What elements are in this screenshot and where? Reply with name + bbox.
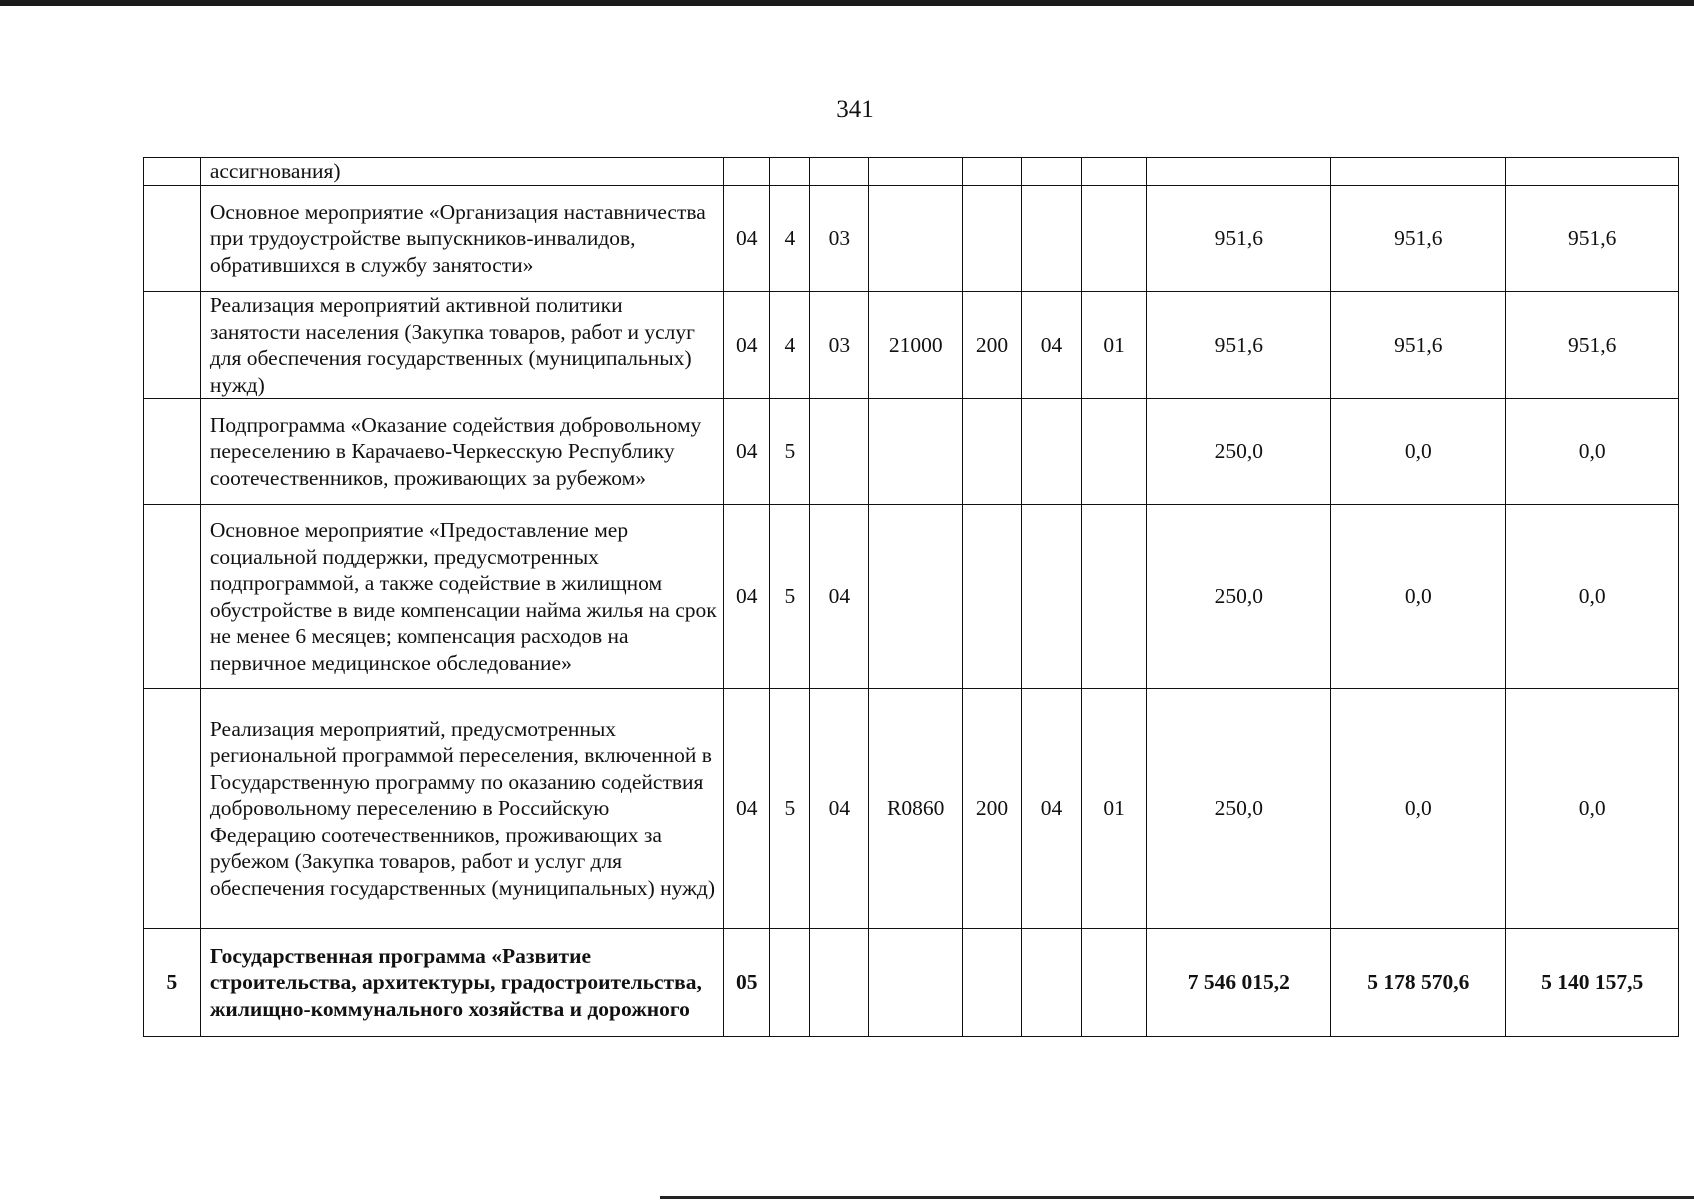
code-cell (963, 158, 1022, 186)
amount-cell: 5 178 570,6 (1331, 929, 1506, 1037)
code-cell: 04 (724, 689, 770, 929)
amount-cell: 250,0 (1147, 399, 1331, 505)
item-name-cell: Реализация мероприятий активной политики занятости населения (Закупка товаров, работ и услуг для обеспечения государственных (муниципальных) нужд) (200, 292, 723, 399)
code-cell: 04 (810, 689, 869, 929)
code-cell (1021, 399, 1081, 505)
amount-cell: 250,0 (1147, 505, 1331, 689)
code-cell: 04 (724, 399, 770, 505)
amount-cell (1331, 158, 1506, 186)
item-name-cell: Основное мероприятие «Организация наставничества при трудоустройстве выпускников-инвалидов, обратившихся в службу занятости» (200, 186, 723, 292)
amount-cell: 951,6 (1506, 186, 1679, 292)
amount-cell: 250,0 (1147, 689, 1331, 929)
code-cell: 5 (770, 399, 810, 505)
table-row (144, 505, 1679, 689)
code-cell (1021, 929, 1081, 1037)
code-cell: 04 (1021, 292, 1081, 399)
amount-cell (1147, 158, 1331, 186)
row-number-cell (144, 158, 201, 186)
code-cell (869, 186, 963, 292)
row-number-cell: 5 (144, 929, 201, 1037)
amount-cell: 0,0 (1506, 689, 1679, 929)
code-cell: 5 (770, 689, 810, 929)
item-name-cell: Подпрограмма «Оказание содействия добровольному переселению в Карачаево-Черкесскую Республику соотечественников, проживающих за рубежом» (200, 399, 723, 505)
code-cell: 04 (1021, 689, 1081, 929)
amount-cell: 0,0 (1331, 689, 1506, 929)
code-cell (810, 158, 869, 186)
code-cell (770, 158, 810, 186)
code-cell (869, 399, 963, 505)
code-cell: 200 (963, 292, 1022, 399)
code-cell (869, 505, 963, 689)
code-cell: 4 (770, 292, 810, 399)
code-cell (1081, 399, 1146, 505)
code-cell (963, 186, 1022, 292)
amount-cell: 951,6 (1147, 292, 1331, 399)
table-row (144, 186, 1679, 292)
amount-cell: 5 140 157,5 (1506, 929, 1679, 1037)
bottom-border-rule (660, 1196, 1694, 1199)
table-row (144, 399, 1679, 505)
code-cell (869, 929, 963, 1037)
budget-table (143, 157, 1679, 1037)
code-cell (869, 158, 963, 186)
item-name-cell: Государственная программа «Развитие строительства, архитектуры, градостроительства, жилищно-коммунального хозяйства и дорожного (200, 929, 723, 1037)
amount-cell: 951,6 (1331, 186, 1506, 292)
amount-cell: 0,0 (1331, 505, 1506, 689)
item-name-cell: Основное мероприятие «Предоставление мер социальной поддержки, предусмотренных подпрограммой, а также содействие в жилищном обустройстве в виде компенсации найма жилья на срок не менее 6 месяцев; компенсация расходов на первичное медицинское обследование» (200, 505, 723, 689)
code-cell (963, 399, 1022, 505)
code-cell (1021, 158, 1081, 186)
code-cell (810, 929, 869, 1037)
row-number-cell (144, 689, 201, 929)
code-cell: 04 (724, 505, 770, 689)
code-cell: 03 (810, 292, 869, 399)
code-cell (1081, 158, 1146, 186)
code-cell (724, 158, 770, 186)
code-cell: 5 (770, 505, 810, 689)
row-number-cell (144, 186, 201, 292)
code-cell: 01 (1081, 292, 1146, 399)
row-number-cell (144, 399, 201, 505)
code-cell (810, 399, 869, 505)
code-cell: 21000 (869, 292, 963, 399)
page-number: 341 (836, 96, 874, 123)
amount-cell: 951,6 (1506, 292, 1679, 399)
code-cell (1081, 929, 1146, 1037)
amount-cell: 951,6 (1147, 186, 1331, 292)
amount-cell: 0,0 (1331, 399, 1506, 505)
code-cell (1081, 505, 1146, 689)
code-cell: 04 (724, 186, 770, 292)
row-number-cell (144, 292, 201, 399)
table-row (144, 158, 1679, 186)
table-row (144, 929, 1679, 1037)
row-number-cell (144, 505, 201, 689)
amount-cell: 7 546 015,2 (1147, 929, 1331, 1037)
code-cell (1021, 186, 1081, 292)
code-cell: 01 (1081, 689, 1146, 929)
top-border-rule (0, 0, 1694, 6)
code-cell (770, 929, 810, 1037)
code-cell (1081, 186, 1146, 292)
code-cell: 03 (810, 186, 869, 292)
code-cell: 04 (810, 505, 869, 689)
code-cell: 04 (724, 292, 770, 399)
code-cell (963, 929, 1022, 1037)
code-cell: 4 (770, 186, 810, 292)
amount-cell: 0,0 (1506, 399, 1679, 505)
code-cell: 05 (724, 929, 770, 1037)
item-name-cell: Реализация мероприятий, предусмотренных региональной программой переселения, включенной в Государственную программу по оказанию содействия добровольному переселению в Российскую Федерацию соотечественников, проживающих за рубежом (Закупка товаров, работ и услуг для обеспечения государственных (муниципальных) нужд) (200, 689, 723, 929)
table-row (144, 689, 1679, 929)
amount-cell (1506, 158, 1679, 186)
table-row (144, 292, 1679, 399)
amount-cell: 951,6 (1331, 292, 1506, 399)
code-cell: R0860 (869, 689, 963, 929)
code-cell (1021, 505, 1081, 689)
item-name-cell: ассигнования) (200, 158, 723, 186)
code-cell: 200 (963, 689, 1022, 929)
code-cell (963, 505, 1022, 689)
amount-cell: 0,0 (1506, 505, 1679, 689)
